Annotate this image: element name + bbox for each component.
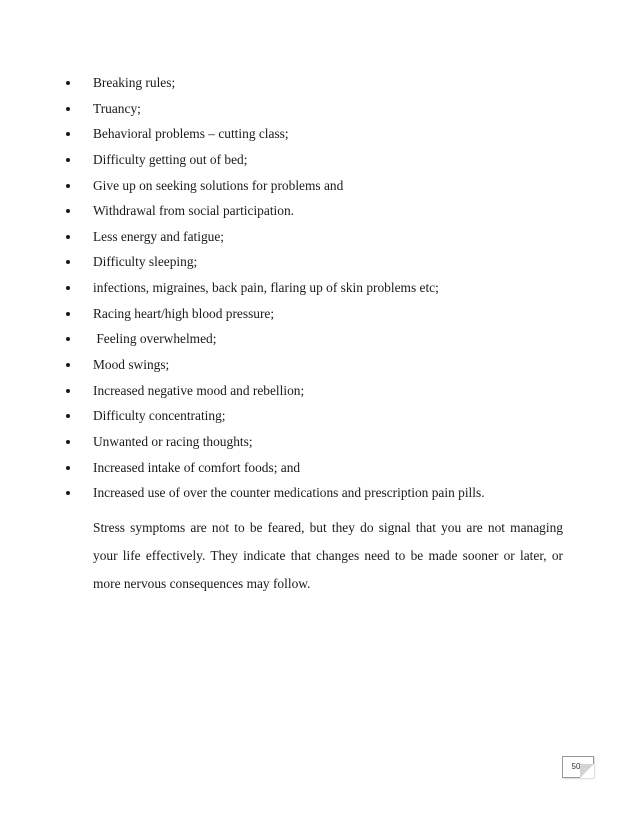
symptom-list xyxy=(66,70,606,506)
bullet-icon xyxy=(66,414,70,418)
list-item-text: Increased use of over the counter medications and prescription pain pills. xyxy=(93,485,485,501)
list-item-text: Increased intake of comfort foods; and xyxy=(93,459,301,475)
page-number: 50 xyxy=(571,762,581,771)
bullet-icon xyxy=(66,491,70,495)
list-item-text: Less energy and fatigue; xyxy=(93,228,225,244)
page-number-badge xyxy=(562,756,594,778)
bullet-icon xyxy=(66,209,70,213)
list-item xyxy=(66,352,606,378)
body-paragraph: Stress symptoms are not to be feared, but they do signal that you are not managing your life effectively. They indicate that changes need to be made sooner or later, or more nervous consequences may follow. xyxy=(93,520,563,591)
bullet-icon xyxy=(66,440,70,444)
list-item xyxy=(66,249,606,275)
list-item xyxy=(66,403,606,429)
list-item xyxy=(66,224,606,250)
list-item xyxy=(66,70,606,96)
list-item-text: Difficulty concentrating; xyxy=(93,408,226,424)
list-item-text: Mood swings; xyxy=(93,357,170,373)
list-item-text: infections, migraines, back pain, flaring up of skin problems etc; xyxy=(93,280,439,296)
bullet-icon xyxy=(66,132,70,136)
folded-corner-icon xyxy=(580,764,594,778)
list-item-text: Breaking rules; xyxy=(93,75,176,90)
list-item-text: Unwanted or racing thoughts; xyxy=(93,433,253,449)
list-item xyxy=(66,326,606,352)
bullet-icon xyxy=(66,235,70,239)
bullet-icon xyxy=(66,184,70,188)
bullet-icon xyxy=(66,107,70,111)
bullet-icon xyxy=(66,81,70,85)
bullet-icon xyxy=(66,466,70,470)
list-item xyxy=(66,275,606,301)
bullet-icon xyxy=(66,363,70,367)
list-item xyxy=(66,480,606,506)
list-item-text: Withdrawal from social participation. xyxy=(93,203,294,219)
list-item xyxy=(66,121,606,147)
list-item xyxy=(66,301,606,327)
list-item xyxy=(66,378,606,404)
list-item-text: Give up on seeking solutions for problems and xyxy=(93,177,344,193)
bullet-icon xyxy=(66,337,70,341)
list-item-text: Truancy; xyxy=(93,100,141,116)
bullet-icon xyxy=(66,158,70,162)
list-item-text: Racing heart/high blood pressure; xyxy=(93,305,275,321)
list-item-text: Difficulty getting out of bed; xyxy=(93,151,248,167)
bullet-icon xyxy=(66,286,70,290)
list-item xyxy=(66,198,606,224)
list-item xyxy=(66,96,606,122)
list-item-text: Behavioral problems – cutting class; xyxy=(93,126,289,142)
list-item xyxy=(66,455,606,481)
list-item xyxy=(66,147,606,173)
list-item-text: Increased negative mood and rebellion; xyxy=(93,382,305,398)
bullet-icon xyxy=(66,260,70,264)
bullet-icon xyxy=(66,312,70,316)
list-item-text: Feeling overwhelmed; xyxy=(93,331,217,347)
list-item xyxy=(66,173,606,199)
bullet-icon xyxy=(66,389,70,393)
list-item-text: Difficulty sleeping; xyxy=(93,254,198,270)
list-item xyxy=(66,429,606,455)
